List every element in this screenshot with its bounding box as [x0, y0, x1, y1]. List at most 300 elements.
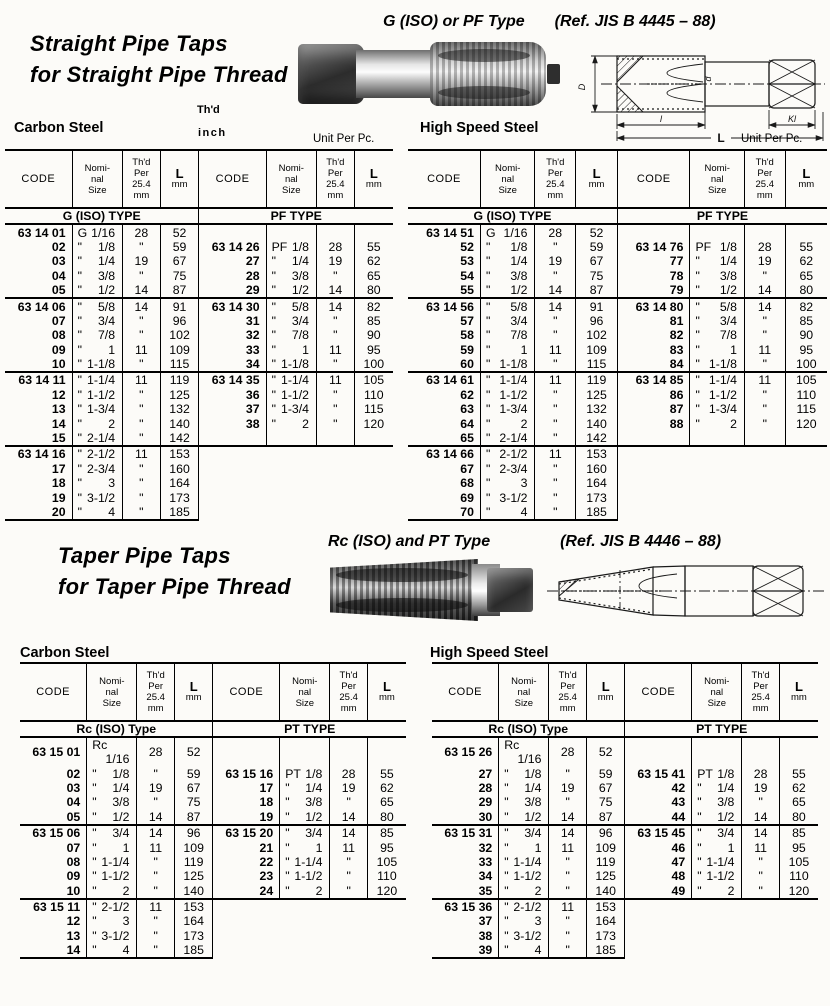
thd-cell: ": [549, 766, 586, 780]
code-cell: 37: [478, 914, 493, 929]
length-cell: 110: [779, 869, 818, 883]
table-row: [20, 737, 406, 766]
length-cell: 90: [354, 328, 393, 342]
size-cell: " 2: [72, 416, 122, 430]
thd-cell: ": [549, 884, 586, 899]
tap-threaded-body: [330, 559, 478, 621]
taper-title-line2: for Taper Pipe Thread: [58, 574, 291, 599]
length-cell: 119: [160, 372, 199, 387]
thd-cell: [317, 490, 355, 504]
code-cell: 63 14 01: [5, 224, 72, 239]
size-cell: " 2: [690, 416, 744, 430]
taper-tap-drawing: [545, 554, 828, 628]
thd-cell: ": [137, 795, 174, 809]
table-row: [5, 328, 393, 342]
thd-cell: 28: [137, 737, 174, 766]
code-cell: 05: [51, 283, 66, 298]
size-cell: [690, 505, 744, 520]
code-cell: 83: [617, 343, 689, 357]
thd-cell: ": [535, 505, 576, 520]
size-cell: " 1/2: [72, 283, 122, 298]
straight-hss-material-label: High Speed Steel: [420, 120, 539, 136]
thd-cell: 14: [317, 283, 355, 298]
code-cell: [213, 914, 280, 928]
code-cell: 02: [66, 766, 81, 781]
thd-cell: ": [330, 855, 367, 869]
length-cell: 75: [174, 795, 213, 809]
tap-square-shank: [298, 44, 364, 104]
thd-cell: ": [137, 929, 174, 943]
length-cell: 80: [367, 810, 406, 825]
code-cell: 63 14 06: [5, 298, 72, 313]
table-row: [5, 505, 393, 520]
code-cell: 63: [460, 402, 474, 417]
code-cell: 47: [625, 855, 692, 869]
table-row: [408, 372, 827, 387]
dim-label-l: l: [660, 114, 662, 124]
dim-label-L: L: [717, 131, 725, 144]
table-row: [432, 914, 818, 928]
size-cell: " 2-1/2: [87, 899, 137, 914]
size-cell: G 1/16: [480, 224, 534, 239]
table-row: [20, 929, 406, 943]
thd-cell: 19: [330, 781, 367, 795]
thd-cell: 14: [535, 283, 576, 298]
thd-cell: [330, 737, 367, 766]
size-cell: " 3/4: [87, 825, 137, 840]
length-cell: 59: [174, 766, 213, 780]
straight-hss-table: [408, 149, 827, 521]
code-cell: 31: [199, 314, 266, 328]
thd-cell: ": [535, 388, 576, 402]
thd-cell: ": [137, 943, 174, 958]
table-row: [408, 462, 827, 476]
thd-cell: [330, 899, 367, 914]
thd-cell: 28: [535, 224, 576, 239]
length-cell: 67: [174, 781, 213, 795]
length-cell: 110: [367, 869, 406, 883]
size-cell: " 3-1/2: [72, 490, 122, 504]
size-cell: [280, 929, 330, 943]
size-cell: " 1/4: [499, 781, 549, 795]
code-cell: 29: [478, 795, 493, 810]
code-cell: 18: [213, 795, 280, 809]
size-cell: " 3/8: [480, 269, 534, 283]
length-cell: [354, 490, 393, 504]
length-cell: 110: [354, 388, 393, 402]
code-cell: 38: [478, 928, 493, 943]
size-cell: " 5/8: [690, 298, 744, 313]
spec-table: [408, 149, 827, 521]
type-heading-right: PF TYPE: [617, 208, 827, 224]
column-header: Nomi- nal Size: [480, 150, 534, 208]
length-cell: 125: [174, 869, 213, 883]
length-cell: 132: [160, 402, 199, 416]
length-cell: 132: [576, 402, 618, 416]
thd-cell: ": [742, 869, 779, 883]
table-row: [408, 314, 827, 328]
length-cell: 62: [785, 254, 827, 268]
thd-cell: 11: [137, 899, 174, 914]
size-cell: " 2: [280, 884, 330, 899]
size-cell: " 1/4: [480, 254, 534, 268]
thd-cell: 14: [330, 825, 367, 840]
size-cell: " 1: [690, 343, 744, 357]
code-cell: 13: [66, 928, 81, 943]
length-cell: 109: [576, 343, 618, 357]
table-row: [408, 388, 827, 402]
length-cell: 55: [367, 766, 406, 780]
size-cell: " 3/4: [690, 314, 744, 328]
column-header: Nomi- nal Size: [87, 663, 137, 721]
table-row: [432, 781, 818, 795]
code-cell: [199, 431, 266, 446]
code-cell: 63 14 85: [617, 372, 689, 387]
length-cell: [354, 446, 393, 461]
taper-carbon-material-label: Carbon Steel: [20, 645, 110, 661]
table-row: [20, 840, 406, 854]
size-cell: " 3/8: [280, 795, 330, 809]
taper-hss-table: [432, 662, 818, 959]
length-cell: 96: [160, 314, 199, 328]
length-cell: 80: [354, 283, 393, 298]
size-cell: " 1-1/4: [690, 372, 744, 387]
thd-cell: ": [123, 314, 161, 328]
size-cell: Rc 1/16: [499, 737, 549, 766]
code-cell: [625, 914, 692, 928]
code-cell: 69: [460, 490, 474, 505]
code-cell: 48: [625, 869, 692, 883]
code-cell: 19: [213, 810, 280, 825]
thd-cell: 11: [535, 372, 576, 387]
thd-cell: 28: [744, 240, 785, 254]
straight-title-line2: for Straight Pipe Thread: [30, 62, 288, 87]
size-cell: " 2-3/4: [72, 462, 122, 476]
length-cell: [354, 476, 393, 490]
size-cell: " 1: [87, 840, 137, 854]
code-cell: 63 15 31: [432, 825, 499, 840]
length-cell: 100: [785, 357, 827, 372]
thd-cell: ": [535, 402, 576, 416]
column-header: L mm: [576, 150, 618, 208]
column-header: Nomi- nal Size: [692, 663, 742, 721]
code-cell: 60: [460, 357, 474, 372]
code-cell: 30: [478, 809, 493, 824]
size-cell: " 1-1/4: [280, 855, 330, 869]
size-cell: [692, 943, 742, 958]
thd-cell: ": [744, 314, 785, 328]
length-cell: [785, 462, 827, 476]
length-cell: [367, 737, 406, 766]
thd-cell: 11: [549, 899, 586, 914]
column-header: Nomi- nal Size: [499, 663, 549, 721]
length-cell: 95: [779, 840, 818, 854]
table-row: [432, 869, 818, 883]
table-row: [408, 402, 827, 416]
thd-cell: 14: [742, 825, 779, 840]
thd-cell: ": [137, 855, 174, 869]
size-cell: [690, 224, 744, 239]
code-cell: [213, 737, 280, 766]
size-cell: " 4: [87, 943, 137, 958]
straight-ref: (Ref. JIS B 4445 – 88): [554, 13, 716, 30]
code-cell: 82: [617, 328, 689, 342]
length-cell: 125: [160, 388, 199, 402]
column-header: Th'd Per 25.4 mm: [744, 150, 785, 208]
size-cell: " 3-1/2: [480, 490, 534, 504]
straight-tap-photo: [298, 37, 560, 112]
length-cell: [785, 476, 827, 490]
size-cell: " 1-1/2: [266, 388, 316, 402]
length-cell: 52: [160, 224, 199, 239]
thd-cell: ": [744, 269, 785, 283]
table-row: [432, 737, 818, 766]
thd-cell: ": [123, 490, 161, 504]
length-cell: [779, 943, 818, 958]
size-cell: " 2: [692, 884, 742, 899]
size-cell: " 3/4: [280, 825, 330, 840]
size-cell: " 1/4: [690, 254, 744, 268]
thd-cell: ": [744, 388, 785, 402]
straight-section-title: [30, 28, 288, 90]
thd-cell: ": [744, 328, 785, 342]
length-cell: 96: [586, 825, 625, 840]
length-cell: 91: [576, 298, 618, 313]
thd-cell: 19: [744, 254, 785, 268]
column-header: L mm: [367, 663, 406, 721]
code-cell: 28: [199, 269, 266, 283]
length-cell: 85: [779, 825, 818, 840]
table-row: [408, 431, 827, 446]
dim-label-D: D: [577, 83, 587, 91]
thd-cell: 14: [137, 825, 174, 840]
column-header: L mm: [354, 150, 393, 208]
length-cell: 105: [779, 855, 818, 869]
table-row: [5, 298, 393, 313]
length-cell: 82: [354, 298, 393, 313]
table-row: [432, 840, 818, 854]
code-cell: 63 15 01: [20, 737, 87, 766]
code-cell: 34: [199, 357, 266, 372]
table-row: [5, 357, 393, 372]
size-cell: " 1/2: [690, 283, 744, 298]
length-cell: 185: [174, 943, 213, 958]
size-cell: [266, 505, 316, 520]
table-row: [20, 781, 406, 795]
size-cell: " 1-1/4: [266, 372, 316, 387]
length-cell: 90: [785, 328, 827, 342]
straight-type-title: G (ISO) or PF Type: [383, 13, 525, 30]
thd-cell: [744, 224, 785, 239]
length-cell: 185: [160, 505, 199, 520]
code-cell: [213, 943, 280, 958]
code-cell: 52: [460, 239, 474, 254]
size-cell: [692, 929, 742, 943]
size-cell: " 7/8: [266, 328, 316, 342]
thd-cell: [330, 943, 367, 958]
taper-hss-material-label: High Speed Steel: [430, 645, 549, 661]
column-header: Th'd Per 25.4 mm: [535, 150, 576, 208]
code-cell: [213, 929, 280, 943]
thd-cell: 11: [137, 840, 174, 854]
code-cell: 37: [199, 402, 266, 416]
thd-cell: 11: [535, 446, 576, 461]
thd-cell: 19: [123, 254, 161, 268]
code-cell: 68: [460, 476, 474, 491]
table-row: [5, 388, 393, 402]
size-cell: " 3/4: [72, 314, 122, 328]
thd-cell: ": [123, 416, 161, 430]
thd-cell: ": [535, 476, 576, 490]
code-cell: 33: [478, 854, 493, 869]
thd-cell: 19: [549, 781, 586, 795]
size-cell: " 3: [499, 914, 549, 928]
size-cell: " 3/8: [87, 795, 137, 809]
column-header: L mm: [586, 663, 625, 721]
length-cell: [779, 914, 818, 928]
size-cell: [266, 446, 316, 461]
column-header: CODE: [213, 663, 280, 721]
size-cell: PF 1/8: [266, 240, 316, 254]
length-cell: [779, 899, 818, 914]
table-row: [408, 283, 827, 298]
size-cell: " 4: [499, 943, 549, 958]
size-cell: " 1: [266, 343, 316, 357]
taper-section-title: [58, 540, 291, 602]
code-cell: 29: [199, 283, 266, 298]
table-row: [432, 795, 818, 809]
table-row: [408, 240, 827, 254]
code-cell: [617, 476, 689, 490]
length-cell: 140: [586, 884, 625, 899]
thd-cell: 14: [123, 283, 161, 298]
code-cell: 44: [625, 810, 692, 825]
length-cell: 110: [785, 388, 827, 402]
thd-cell: ": [535, 490, 576, 504]
code-cell: [617, 490, 689, 504]
code-cell: 63 14 80: [617, 298, 689, 313]
type-heading-right: PT TYPE: [625, 721, 818, 737]
thd-cell: 11: [317, 343, 355, 357]
size-cell: " 2-1/4: [72, 431, 122, 446]
thd-cell: ": [317, 328, 355, 342]
thd-cell: 19: [535, 254, 576, 268]
size-cell: " 1-1/4: [499, 855, 549, 869]
code-cell: 63 15 26: [432, 737, 499, 766]
size-cell: " 1/4: [280, 781, 330, 795]
size-cell: " 2: [266, 416, 316, 430]
length-cell: 62: [367, 781, 406, 795]
thd-cell: ": [137, 914, 174, 928]
code-cell: 59: [460, 342, 474, 357]
code-cell: 65: [460, 431, 474, 446]
code-cell: 03: [51, 254, 66, 269]
thd-cell: ": [123, 505, 161, 520]
length-cell: 164: [576, 476, 618, 490]
code-cell: 04: [51, 268, 66, 283]
size-cell: " 1/8: [499, 766, 549, 780]
size-cell: " 3/8: [692, 795, 742, 809]
length-cell: 52: [576, 224, 618, 239]
table-row: [408, 254, 827, 268]
thd-cell: ": [535, 328, 576, 342]
thd-cell: [742, 929, 779, 943]
size-cell: " 1-1/4: [72, 372, 122, 387]
length-cell: 85: [785, 314, 827, 328]
length-cell: [367, 943, 406, 958]
thd-cell: 14: [549, 825, 586, 840]
code-cell: 63 14 11: [5, 372, 72, 387]
table-row: [20, 795, 406, 809]
size-cell: " 5/8: [266, 298, 316, 313]
table-row: [408, 490, 827, 504]
size-cell: " 3/4: [480, 314, 534, 328]
thd-cell: 19: [317, 254, 355, 268]
table-row: [20, 943, 406, 958]
size-cell: " 1-1/4: [692, 855, 742, 869]
table-row: [432, 825, 818, 840]
length-cell: 105: [785, 372, 827, 387]
size-cell: " 3/4: [266, 314, 316, 328]
code-cell: 12: [66, 914, 81, 929]
length-cell: 142: [576, 431, 618, 446]
thd-cell: ": [744, 416, 785, 430]
table-row: [432, 855, 818, 869]
code-cell: 46: [625, 840, 692, 854]
length-cell: 87: [160, 283, 199, 298]
length-cell: [354, 462, 393, 476]
size-cell: " 2: [480, 416, 534, 430]
code-cell: 62: [460, 387, 474, 402]
code-cell: [625, 899, 692, 914]
code-cell: 63 14 76: [617, 240, 689, 254]
code-cell: 24: [213, 884, 280, 899]
code-cell: 63 15 06: [20, 825, 87, 840]
length-cell: 105: [354, 372, 393, 387]
thd-cell: 14: [549, 810, 586, 825]
thd-cell: [330, 929, 367, 943]
code-cell: 07: [66, 840, 81, 855]
length-cell: [785, 446, 827, 461]
code-cell: 57: [460, 313, 474, 328]
code-cell: 03: [66, 780, 81, 795]
spec-table: [20, 662, 406, 959]
code-cell: 09: [66, 869, 81, 884]
unit-per-pc-label: Unit Per Pc.: [313, 133, 375, 145]
size-cell: " 1/4: [87, 781, 137, 795]
length-cell: 65: [354, 269, 393, 283]
thd-cell: [744, 462, 785, 476]
size-cell: [692, 914, 742, 928]
size-cell: " 3/8: [266, 269, 316, 283]
size-cell: " 2-3/4: [480, 462, 534, 476]
thd-cell: ": [137, 766, 174, 780]
length-cell: 120: [785, 416, 827, 430]
code-cell: 63 15 41: [625, 766, 692, 780]
thd-cell: [317, 476, 355, 490]
thd-cell: ": [535, 462, 576, 476]
type-heading-left: Rc (ISO) Type: [432, 721, 625, 737]
table-row: [5, 283, 393, 298]
size-cell: " 1/8: [87, 766, 137, 780]
thd-cell: ": [123, 269, 161, 283]
length-cell: 173: [586, 929, 625, 943]
thd-cell: ": [742, 795, 779, 809]
thd-cell: ": [535, 431, 576, 446]
thd-cell: ": [549, 869, 586, 883]
size-cell: " 3/8: [499, 795, 549, 809]
code-cell: 63 15 20: [213, 825, 280, 840]
